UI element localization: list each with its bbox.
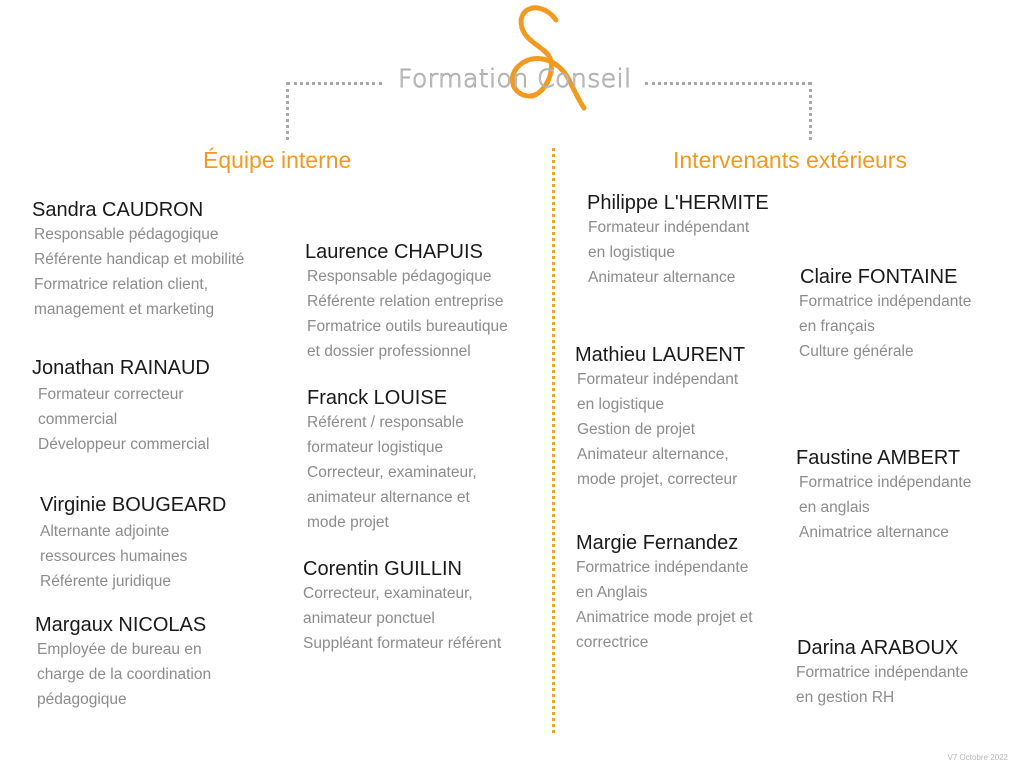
person-card <box>40 493 226 594</box>
person-role: Référente relation entreprise <box>307 293 504 310</box>
person-role: ressources humaines <box>40 548 188 565</box>
person-role: management et marketing <box>34 301 215 318</box>
person-card <box>575 343 745 492</box>
person-role: Référente handicap et mobilité <box>34 251 245 268</box>
person-name: Margaux NICOLAS <box>35 614 207 636</box>
section-title-external: Intervenants extérieurs <box>673 147 907 173</box>
connector-left <box>287 82 382 85</box>
person-role: Alternante adjointe <box>40 523 170 540</box>
person-name: Margie Fernandez <box>576 532 739 554</box>
logo-text: Formation Conseil <box>398 64 632 93</box>
person-role: Référente juridique <box>40 573 171 590</box>
person-role: Responsable pédagogique <box>34 226 219 243</box>
person-name: Sandra CAUDRON <box>32 199 204 221</box>
person-role: en logistique <box>577 396 665 413</box>
person-role: Culture générale <box>799 343 914 360</box>
person-role: et dossier professionnel <box>307 343 471 360</box>
person-card <box>800 265 971 364</box>
person-role: en logistique <box>588 244 676 261</box>
person-card <box>796 446 971 545</box>
person-name: Faustine AMBERT <box>796 447 961 469</box>
person-role: mode projet <box>307 514 389 531</box>
person-role: pédagogique <box>37 691 127 708</box>
person-name: Virginie BOUGEARD <box>40 494 227 516</box>
version-label: V7 Octobre 2022 <box>947 753 1008 762</box>
person-card <box>35 613 211 712</box>
person-role: Formatrice indépendante <box>796 664 969 681</box>
person-name: Corentin GUILLIN <box>303 558 462 580</box>
person-role: Animateur alternance <box>588 269 736 286</box>
person-card <box>32 356 210 457</box>
person-role: Gestion de projet <box>577 421 696 438</box>
person-role: Animateur alternance, <box>577 446 729 463</box>
person-role: Formatrice outils bureautique <box>307 318 508 335</box>
person-card <box>797 636 968 710</box>
person-card <box>307 386 477 535</box>
person-role: animateur ponctuel <box>303 610 435 627</box>
person-role: Animatrice mode projet et <box>576 609 753 626</box>
person-role: Suppléant formateur référent <box>303 635 502 652</box>
person-role: mode projet, correcteur <box>577 471 738 488</box>
person-name: Darina ARABOUX <box>797 637 959 659</box>
person-card <box>576 531 753 655</box>
person-role: Développeur commercial <box>38 436 210 453</box>
ampersand-logo-icon <box>498 0 588 118</box>
person-role: Animatrice alternance <box>799 524 949 541</box>
person-role: Formateur indépendant <box>588 219 750 236</box>
connector-right <box>645 82 811 85</box>
person-name: Franck LOUISE <box>307 387 448 409</box>
person-role: Référent / responsable <box>307 414 464 431</box>
person-role: Formatrice relation client, <box>34 276 209 293</box>
person-role: formateur logistique <box>307 439 444 456</box>
person-role: Formatrice indépendante <box>576 559 749 576</box>
person-role: Employée de bureau en <box>37 641 202 658</box>
person-card <box>303 557 501 656</box>
person-card <box>305 240 508 364</box>
person-role: Responsable pédagogique <box>307 268 492 285</box>
person-name: Jonathan RAINAUD <box>32 357 210 379</box>
connector-left-drop <box>286 82 289 140</box>
person-role: Formatrice indépendante <box>799 474 972 491</box>
person-role: en anglais <box>799 499 870 516</box>
person-role: Formatrice indépendante <box>799 293 972 310</box>
person-name: Laurence CHAPUIS <box>305 241 483 263</box>
person-role: commercial <box>38 411 118 428</box>
person-role: Formateur indépendant <box>577 371 739 388</box>
person-role: correctrice <box>576 634 649 651</box>
person-card <box>32 198 244 322</box>
person-role: en gestion RH <box>796 689 895 706</box>
section-title-internal: Équipe interne <box>203 147 352 173</box>
person-role: en Anglais <box>576 584 648 601</box>
connector-right-drop <box>809 82 812 140</box>
person-name: Mathieu LAURENT <box>575 344 746 366</box>
person-role: Formateur correcteur <box>38 386 184 403</box>
person-role: Correcteur, examinateur, <box>307 464 477 481</box>
person-card <box>587 191 769 290</box>
person-role: en français <box>799 318 875 335</box>
person-name: Claire FONTAINE <box>800 266 958 288</box>
person-role: charge de la coordination <box>37 666 212 683</box>
person-role: animateur alternance et <box>307 489 470 506</box>
person-role: Correcteur, examinateur, <box>303 585 473 602</box>
person-name: Philippe L'HERMITE <box>587 192 769 214</box>
center-divider <box>552 148 555 733</box>
